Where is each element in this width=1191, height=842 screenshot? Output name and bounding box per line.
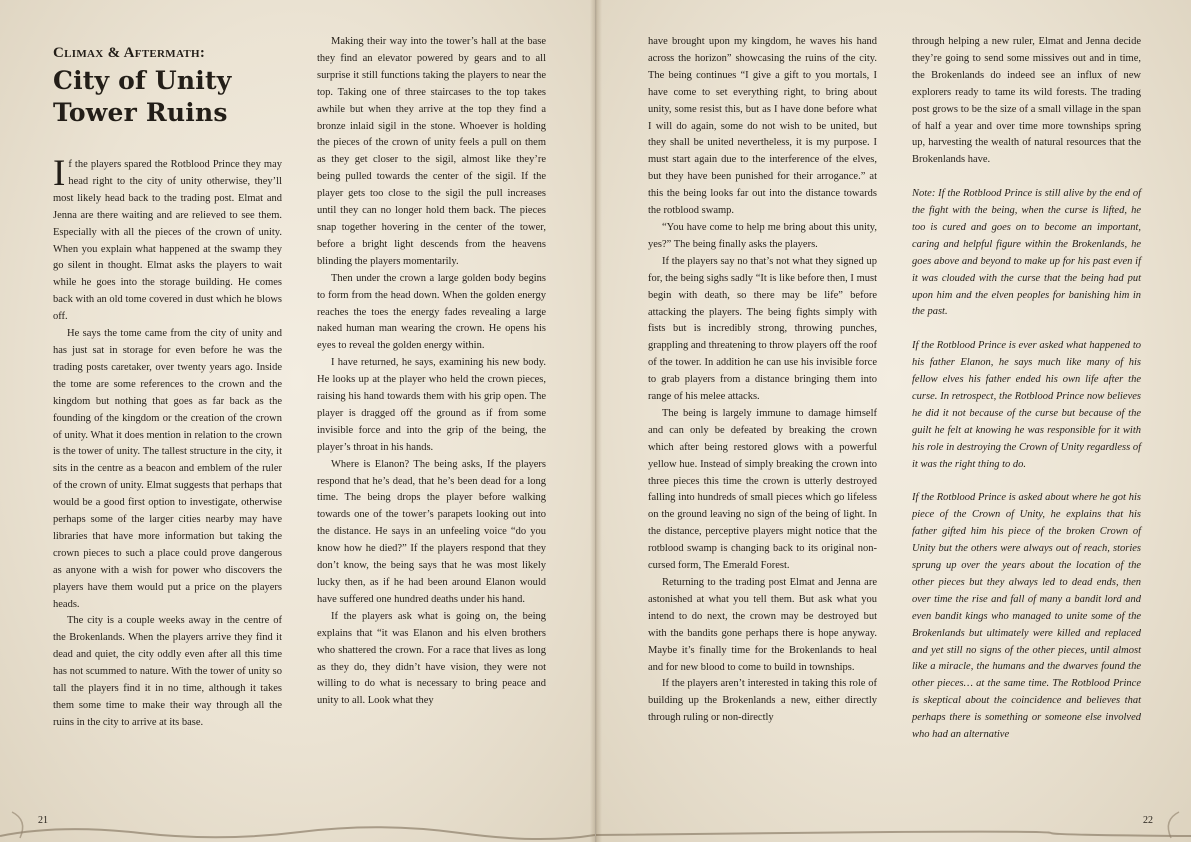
left-column-1 <box>53 34 282 732</box>
page-title: City of Unity Tower Ruins <box>53 66 232 127</box>
page-number: 22 <box>1143 815 1153 826</box>
paragraph: If the players aren’t interested in taking this role of building up the Brokenlands a new, either directly through ruling or non-directly <box>648 678 877 724</box>
note-paragraph: If the Rotblood Prince is ever asked what happened to his father Elanon, he says much like many of his fellow elves his father ended his own life after the curse. In retrospect, the Rotblood Prince now believes he did it not because of the curse but because of the guilt he felt at knowing he was responsible for it with his role in destroying the Crown of Unity regardless of it was the right thing to do. <box>912 340 1141 470</box>
right-column-1 <box>648 34 877 727</box>
left-page <box>0 0 595 842</box>
note-paragraph: If the Rotblood Prince is asked about where he got his piece of the Crown of Unity, he explains that his father gifted him his piece of the broken Crown of Unity but the others were always out of reach, stories sprung up over the years about the location of the other pieces but they always led to dead ends, then over time the rise and fall of many a bandit lord and even bandit kings who managed to unite some of the Brokenlands but ultimately were killed and replaced and yet still no signs of the other pieces, until almost like a miracle, the humans and the dwarves found the other pieces… at the same time. The Rotblood Prince is skeptical about the coincidence and believes that perhaps there is something or someone else involved who had an alternative <box>912 492 1141 741</box>
book-gutter <box>590 0 602 842</box>
left-column-2 <box>317 34 546 710</box>
right-page <box>596 0 1191 842</box>
paragraph: Making their way into the tower’s hall at the base they find an elevator powered by gears and to all surprise it still functions taking the players to near the top. Taking one of three staircases to the top takes awhile but when they arrive at the top they find a bronze inlaid sigil in the stone. Whoever is holding the pieces of the crown of unity feels a pull on them as they get closer to the sigil, almost like they’re being pulled towards the center of the sigil. If the player gets too close to the sigil the pull increases until they can no longer hold them back. The pieces snap together hovering in the center of the tower, before a bright light descends from the heavens blinding the players momentarily. <box>317 36 546 267</box>
paragraph: Where is Elanon? The being asks, If the players respond that he’s dead, that he’s been dead for a long time. The being drops the player before walking towards one of the tower’s parapets looking out into the distance. He says in an unfeeling voice “do you know how he died?” If the players respond that they don’t know, the being says that he was most likely lucky then, as if he had been around Elanon would have suffered one hundred deaths under his hand. <box>317 458 546 605</box>
drop-cap: I <box>53 153 66 194</box>
paragraph: Returning to the trading post Elmat and Jenna are astonished at what you tell them. But ask what you intend to do next, the crown may be destroyed but with the bandits gone perhaps there is hope anyway. Maybe it’s finally time for the Brokenlands to heal and for new blood to come to build in townships. <box>648 577 877 673</box>
paragraph: If the players say no that’s not what they signed up for, the being sighs sadly “It is like before then, I must begin with death, so there may be life” before attacking the players. The being fights simply with fists but is incredibly strong, throwing punches, grappling and threatening to throw players off the roof of the tower. In addition he can use his invisible force to grab players from a distance bringing them into range of his melee attacks. <box>648 255 877 403</box>
paragraph: If the players ask what is going on, the being explains that “it was Elanon and his elven brothers who shattered the crown. For a race that lives as long as they do, they didn’t have vision, they were not willing to do what is necessary to bring peace and unity to all. Look what they <box>317 610 546 707</box>
paragraph: Then under the crown a large golden body begins to form from the head down. When the golden energy reaches the toes the energy fades revealing a large naked human man wearing the crown. He opens his eyes to reveal the golden energy within. <box>317 272 546 352</box>
paragraph: He says the tome came from the city of unity and has just sat in storage for even before he was the trading posts caretaker, over twenty years ago. Inside the tome are some references to the crown and the kingdom but nothing that goes as far back as the founding of the kingdom or the creation of the crown of unity. What it does mention in relation to the crown is the tower of unity. The tallest structure in the city, it sits in the centre as a beacon and emblem of the ruler of the crown of unity. Elmat suggests that perhaps that would be a good first option to investigate, otherwise perhaps some of the larger cities nearby may have libraries that have more information but taking the crown pieces to such a place could prove dangerous as anyone with a wish for power who discovers the players have them would put a price on the players heads. <box>53 328 282 610</box>
paragraph: If the players spared the Rotblood Prince they may head right to the city of unity otherwise, they’ll most likely head back to the trading post. Elmat and Jenna are there waiting and are relieved to see them. Especially with all the pieces of the crown of unity. When you explain what happened at the swamp they go silent in thought. Elmat asks the players to wait while he goes into the storage building. He comes back with an old tome covered in dust which he blows off. <box>53 153 282 323</box>
ornamental-border-icon <box>596 802 1191 842</box>
paragraph: “You have come to help me bring about this unity, yes?” The being finally asks the players. <box>648 221 877 250</box>
right-column-2 <box>912 34 1141 744</box>
paragraph: The being is largely immune to damage himself and can only be defeated by breaking the crown which after being restored glows with a powerful yellow hue. Instead of simply breaking the crown into three pieces this time the crown is utterly destroyed falling into hundreds of small pieces which go lifeless on the ground leaving no sign of the being of light. In the distance, perceptive players might notice that the rotblood swamp is changing back to its original non-cursed form, The Emerald Forest. <box>648 407 877 572</box>
page-number: 21 <box>38 815 48 826</box>
paragraph: through helping a new ruler, Elmat and Jenna decide they’re going to send some missives out and in time, the Brokenlands do indeed see an influx of new explorers ready to tame its wild forests. The trading post grows to be the size of a small village in the span of half a year and over time more townships spring up, harvesting the wealth of natural resources that the Brokenlands have. <box>912 36 1141 166</box>
section-kicker: Climax & Aftermath: <box>53 45 206 61</box>
note-paragraph: Note: If the Rotblood Prince is still alive by the end of the fight with the being, when the curse is lifted, he too is cured and goes on to become an important, caring and helpful figure within the Brokenlands, he goes above and beyond to make up for his past even if it was clouded with the curse that the being had put upon him and the elven peoples for banishing him in the past. <box>912 188 1141 318</box>
paragraph: The city is a couple weeks away in the centre of the Brokenlands. When the players arrive they find it dead and quiet, the city oddly even after all this time has not scummed to nature. With the tower of unity so tall the players find it in no time, although it takes them some time to make their way through all the ruins in the city to arrive at its base. <box>53 615 282 728</box>
paragraph: I have returned, he says, examining his new body. He looks up at the player who held the crown pieces, raising his hand towards them with his grip open. The player is dragged off the ground as if from some invisible force and into the grip of the being, the player’s throat in his hands. <box>317 357 546 453</box>
ornamental-border-icon <box>0 802 595 842</box>
paragraph: have brought upon my kingdom, he waves his hand across the horizon” showcasing the ruins of the city. The being continues “I give a gift to you mortals, I have come to set everything right, to bring about unity, some resist this, but as I have done before what I will do again, some do not wish to be united, but they shall be united nevertheless, it is my purpose. I must start again due to the interference of the elves, but they have been punished for their arrogance.” at this the being looks far out into the distance towards the rotblood swamp. <box>648 36 877 217</box>
